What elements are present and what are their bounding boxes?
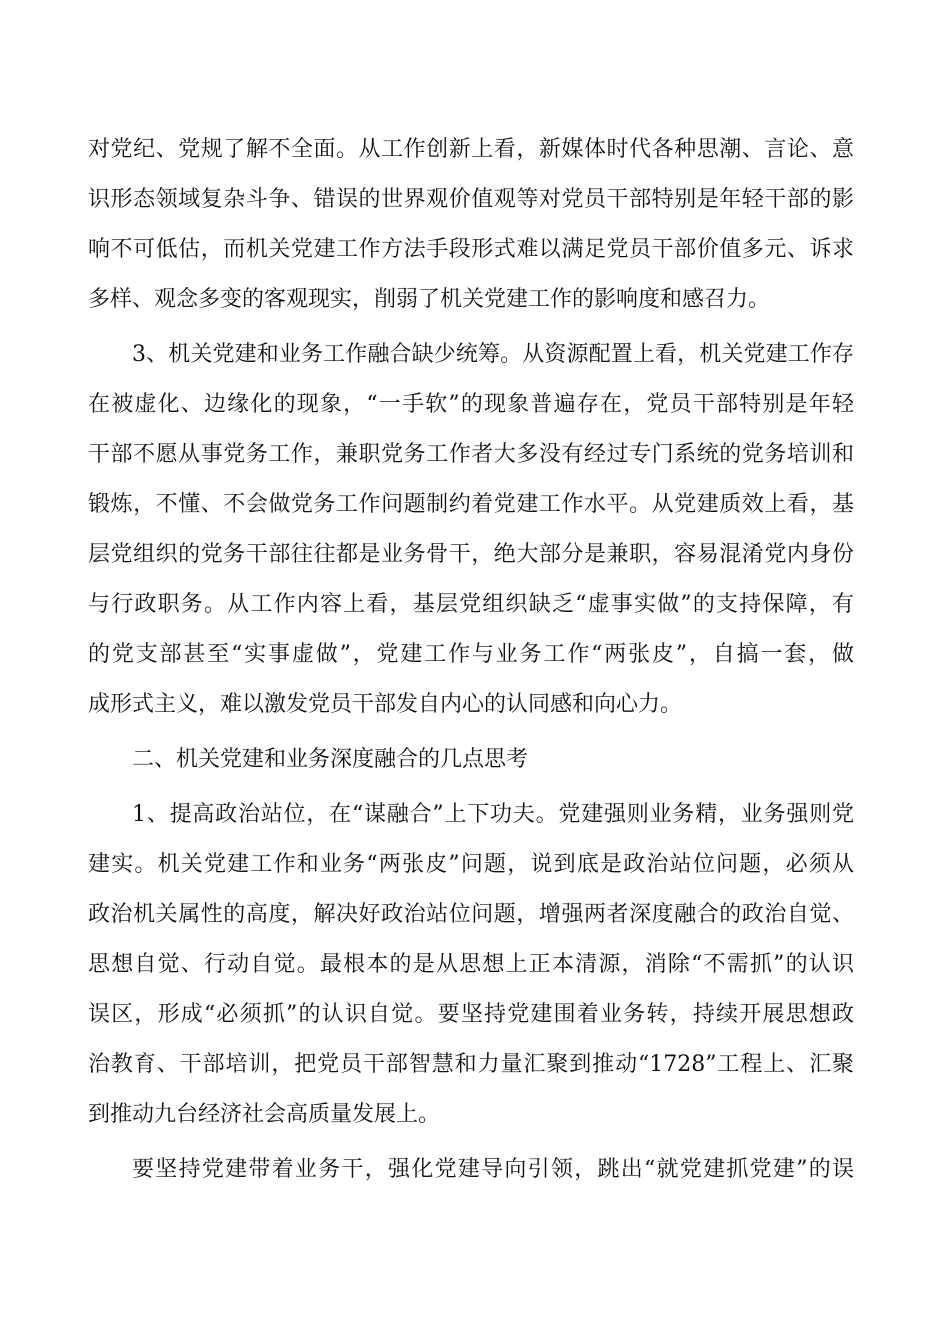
text-line: 要坚持党建带着业务干，强化党建导向引领，跳出“就党建抓党建”的误 <box>132 1157 854 1182</box>
text-line: 3、机关党建和业务工作融合缺少统筹。从资源配置上看，机关党建工作存 <box>132 342 854 367</box>
text-line: 思想自觉、行动自觉。最根本的是从思想上正本清源，消除“不需抓”的认识 <box>88 952 854 977</box>
text-line: 与行政职务。从工作内容上看，基层党组织缺乏“虚事实做”的支持保障，有 <box>88 592 854 617</box>
text-line: 对党纪、党规了解不全面。从工作创新上看，新媒体时代各种思潮、言论、意 <box>88 137 854 162</box>
text-line: 建实。机关党建工作和业务“两张皮”问题，说到底是政治站位问题，必须从 <box>88 852 854 877</box>
text-line: 政治机关属性的高度，解决好政治站位问题，增强两者深度融合的政治自觉、 <box>88 902 854 927</box>
text-line: 1、提高政治站位，在“谋融合”上下功夫。党建强则业务精，业务强则党 <box>132 802 854 827</box>
text-line: 层党组织的党务干部往往都是业务骨干，绝大部分是兼职，容易混淆党内身份 <box>88 542 854 567</box>
text-line: 的党支部甚至“实事虚做”，党建工作与业务工作“两张皮”，自搞一套，做 <box>88 642 854 667</box>
text-line: 到推动九台经济社会高质量发展上。 <box>88 1102 441 1127</box>
text-line: 治教育、干部培训，把党员干部智慧和力量汇聚到推动“1728”工程上、汇聚 <box>88 1052 854 1077</box>
text-line: 误区，形成“必须抓”的认识自觉。要坚持党建围着业务转，持续开展思想政 <box>88 1002 854 1027</box>
text-line: 干部不愿从事党务工作，兼职党务工作者大多没有经过专门系统的党务培训和 <box>88 442 854 467</box>
text-line: 响不可低估，而机关党建工作方法手段形式难以满足党员干部价值多元、诉求 <box>88 237 854 262</box>
text-line: 识形态领域复杂斗争、错误的世界观价值观等对党员干部特别是年轻干部的影 <box>88 187 854 212</box>
text-line: 二、机关党建和业务深度融合的几点思考 <box>132 747 529 772</box>
text-line: 锻炼，不懂、不会做党务工作问题制约着党建工作水平。从党建质效上看，基 <box>88 492 854 517</box>
text-line: 在被虚化、边缘化的现象，“一手软”的现象普遍存在，党员干部特别是年轻 <box>88 392 854 417</box>
text-line: 多样、观念多变的客观现实，削弱了机关党建工作的影响度和感召力。 <box>88 287 771 312</box>
text-line: 成形式主义，难以激发党员干部发自内心的认同感和向心力。 <box>88 692 683 717</box>
